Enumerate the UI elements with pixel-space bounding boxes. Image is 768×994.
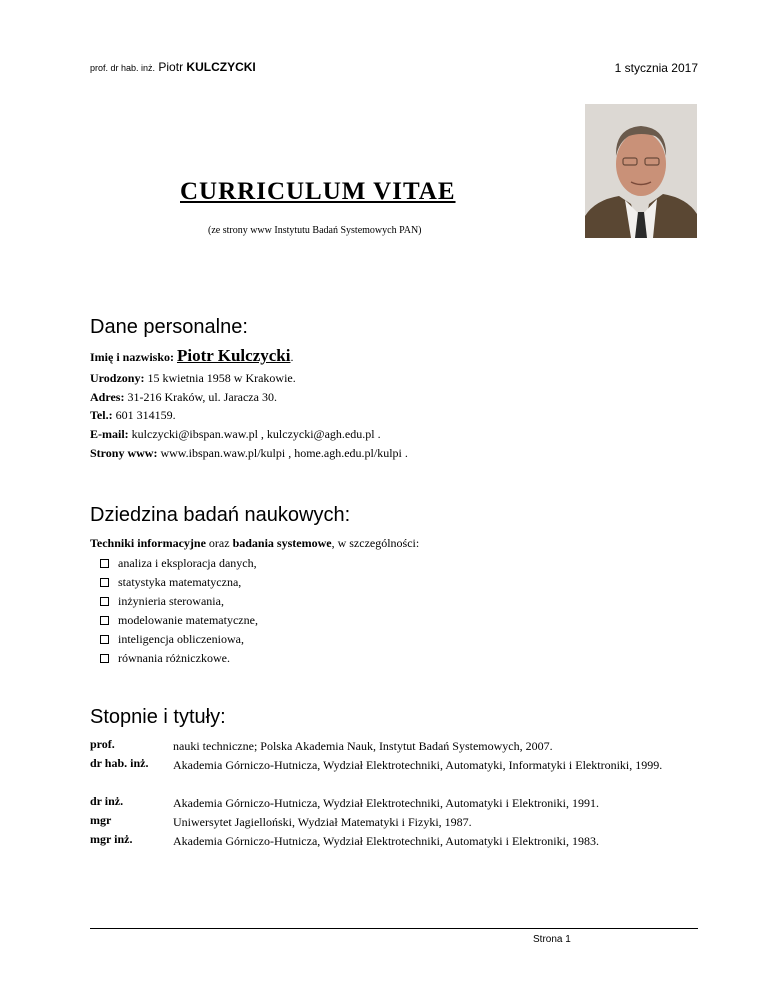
- address-value: 31-216 Kraków, ul. Jaracza 30.: [127, 390, 277, 404]
- personal-name-line: [90, 346, 293, 366]
- degree-text: Akademia Górniczo-Hutnicza, Wydział Elektrotechniki, Automatyki i Elektroniki, 1991.: [173, 796, 599, 810]
- degree-text: Akademia Górniczo-Hutnicza, Wydział Elektrotechniki, Automatyki, Informatyki i Elektroniki, 1999.: [173, 758, 663, 772]
- page-title: CURRICULUM VITAE: [180, 178, 456, 205]
- personal-address-line: [90, 390, 277, 405]
- checkbox-bullet-icon: [100, 578, 109, 587]
- email-value[interactable]: kulczycki@ibspan.waw.pl , kulczycki@agh.edu.pl .: [131, 427, 381, 441]
- www-label: Strony www:: [90, 446, 158, 460]
- address-label: Adres:: [90, 390, 125, 404]
- research-intro-text1: oraz: [205, 536, 233, 550]
- list-item-text: inteligencja obliczeniowa,: [118, 632, 244, 646]
- degree-text: Akademia Górniczo-Hutnicza, Wydział Elektrotechniki, Automatyki i Elektroniki, 1983.: [173, 834, 599, 848]
- portrait-image: [585, 104, 697, 238]
- degree-label: prof.: [90, 737, 115, 751]
- page-number: Strona 1: [533, 934, 571, 945]
- name-label: Imię i nazwisko:: [90, 350, 174, 364]
- personal-tel-line: [90, 408, 176, 423]
- author-surname: KULCZYCKI: [186, 60, 256, 74]
- email-label: E-mail:: [90, 427, 129, 441]
- list-item: [90, 575, 258, 594]
- degree-label: mgr: [90, 813, 112, 827]
- section-heading-research: Dziedzina badań naukowych:: [90, 504, 351, 526]
- header-author: [90, 60, 256, 74]
- degree-label: dr inż.: [90, 794, 124, 808]
- research-list: [90, 556, 258, 670]
- author-first-name: Piotr: [158, 60, 184, 74]
- checkbox-bullet-icon: [100, 597, 109, 606]
- page-subtitle: (ze strony www Instytutu Badań Systemowych PAN): [208, 225, 422, 236]
- personal-born-line: [90, 371, 296, 386]
- name-value: Piotr Kulczycki: [177, 346, 291, 365]
- degree-label: dr hab. inż.: [90, 756, 149, 770]
- name-dot: .: [290, 350, 294, 364]
- footer-divider: [90, 928, 698, 929]
- checkbox-bullet-icon: [100, 654, 109, 663]
- list-item-text: analiza i eksploracja danych,: [118, 556, 257, 570]
- research-intro-bold2: badania systemowe: [232, 536, 332, 550]
- www-value[interactable]: www.ibspan.waw.pl/kulpi , home.agh.edu.pl/kulpi .: [160, 446, 408, 460]
- list-item: [90, 613, 258, 632]
- degree-text: nauki techniczne; Polska Akademia Nauk, Instytut Badań Systemowych, 2007.: [173, 739, 553, 753]
- list-item-text: inżynieria sterowania,: [118, 594, 224, 608]
- research-intro: [90, 536, 419, 551]
- list-item-text: modelowanie matematyczne,: [118, 613, 258, 627]
- personal-www-line: [90, 446, 408, 461]
- tel-label: Tel.:: [90, 408, 113, 422]
- list-item: [90, 556, 258, 575]
- portrait-photo: [585, 104, 697, 238]
- degree-label: mgr inż.: [90, 832, 133, 846]
- research-intro-bold1: Techniki informacyjne: [90, 536, 206, 550]
- header-date: 1 stycznia 2017: [614, 61, 698, 75]
- author-prefix: prof. dr hab. inż.: [90, 63, 156, 73]
- personal-email-line: [90, 427, 381, 442]
- born-label: Urodzony:: [90, 371, 145, 385]
- section-heading-degrees: Stopnie i tytuły:: [90, 706, 226, 728]
- section-heading-personal: Dane personalne:: [90, 316, 248, 338]
- checkbox-bullet-icon: [100, 635, 109, 644]
- list-item: [90, 651, 258, 670]
- degree-text: Uniwersytet Jagielloński, Wydział Matematyki i Fizyki, 1987.: [173, 815, 472, 829]
- list-item: [90, 632, 258, 651]
- list-item: [90, 594, 258, 613]
- list-item-text: statystyka matematyczna,: [118, 575, 242, 589]
- research-intro-text2: , w szczególności:: [331, 536, 420, 550]
- list-item-text: równania różniczkowe.: [118, 651, 230, 665]
- tel-value: 601 314159.: [115, 408, 176, 422]
- checkbox-bullet-icon: [100, 616, 109, 625]
- born-value: 15 kwietnia 1958 w Krakowie.: [147, 371, 296, 385]
- checkbox-bullet-icon: [100, 559, 109, 568]
